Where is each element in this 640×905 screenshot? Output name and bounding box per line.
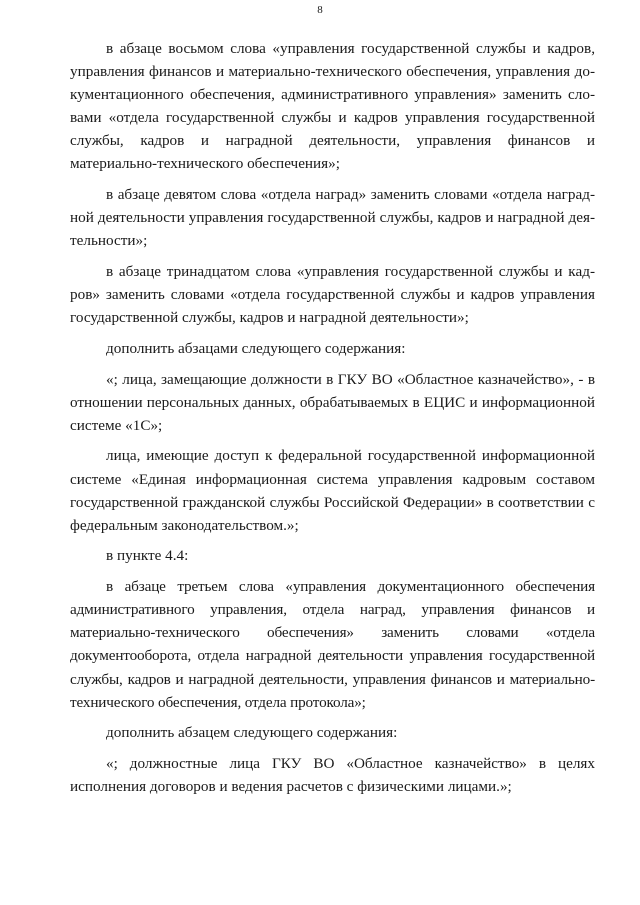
- paragraph-lica-imeyushchie-dostup: лица, имеющие доступ к федеральной государственной информационной системе «Единая информационная система управления кадровым составом государственной гражданской службы Российской Федерации» в соответствии с федеральным законодательством.»;: [70, 447, 595, 534]
- paragraph-punkt-4-4: в пункте 4.4:: [106, 547, 189, 565]
- paragraph-lica-zameshchayushchie: «; лица, замещающие должности в ГКУ ВО «Областное казначейство», - в отношении персональных данных, обрабатываемых в ЕЦИС и информационной системе «1С»;: [70, 370, 595, 434]
- paragraph-add-abzacy: дополнить абзацами следующего содержания:: [106, 339, 406, 357]
- paragraph-abzac-3: в абзаце третьем слова «управления документационного обеспечения административного управления, отдела наград, управления финансов и материально-технического обеспечения» заменить словами «отдела документооборота, отдела наградной деятельности управления государственной службы, кадров и наградной деятельности, управления финансов и материально-технического обеспечения, отдела протокола»;: [70, 578, 595, 711]
- paragraph-add-abzac: дополнить абзацем следующего содержания:: [106, 724, 398, 742]
- document-body: [70, 37, 595, 806]
- paragraph-dolzhnostnye-lica: «; должностные лица ГКУ ВО «Областное казначейство» в целях исполнения договоров и ведения расчетов с физическими лицами.»;: [70, 754, 595, 796]
- paragraph-abzac-8: в абзаце восьмом слова «управления государственной службы и кадров, управления финансов и материально-технического обеспечения, управления документационного обеспечения, административного управления» заменить словами «отдела государственной службы и кадров управления государственной службы, кадров и наградной деятельности, управления финансов и материально-технического обеспечения»;: [70, 40, 595, 173]
- page-number: 8: [317, 4, 323, 16]
- paragraph-abzac-13: в абзаце тринадцатом слова «управления государственной службы и кадров» заменить словами «отдела государственной службы и кадров управления государственной службы, кадров и наградной деятельности»;: [70, 263, 595, 327]
- paragraph-abzac-9: в абзаце девятом слова «отдела наград» заменить словами «отдела наградной деятельности управления государственной службы, кадров и наградной деятельности»;: [70, 186, 595, 250]
